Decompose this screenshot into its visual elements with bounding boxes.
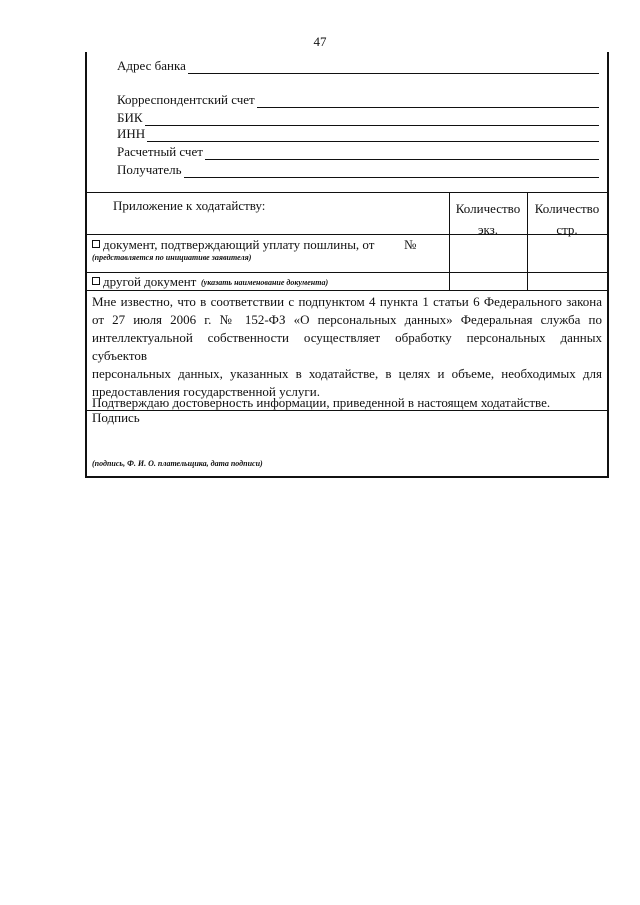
bik-label: БИК <box>117 110 143 125</box>
settlement-account-line <box>205 147 599 160</box>
pages-column-header: Количество стр. <box>534 201 600 237</box>
confirmation-text: Подтверждаю достоверность информации, приведенной в настоящем ходатайстве. <box>92 395 551 410</box>
bank-address-field[interactable] <box>117 58 599 74</box>
page-number: 47 <box>313 34 327 49</box>
correspondent-account-line <box>257 95 599 108</box>
bank-address-label: Адрес банка <box>117 58 186 73</box>
correspondent-account-label: Корреспондентский счет <box>117 92 255 107</box>
petition-form <box>85 52 609 478</box>
copies-column-header: Количество экз. <box>455 201 521 237</box>
attachment-item-fee-document[interactable]: документ, подтверждающий уплату пошлины, от <box>92 237 374 253</box>
recipient-field[interactable] <box>117 162 599 178</box>
checkbox[interactable] <box>92 277 100 285</box>
attachments-header: Приложение к ходатайству: <box>113 198 266 213</box>
signature-label: Подпись <box>92 410 140 425</box>
inn-field[interactable] <box>117 126 599 142</box>
inn-label: ИНН <box>117 126 146 141</box>
bik-line <box>145 113 599 126</box>
settlement-account-field[interactable] <box>117 144 599 160</box>
signature-divider <box>87 410 607 411</box>
signature-note: (подпись, Ф. И. О. плательщика, дата подписи) <box>92 459 263 468</box>
bank-address-line <box>188 61 599 74</box>
attachment-item-other-document[interactable]: другой документ <box>92 274 196 290</box>
table-row-divider <box>87 272 607 273</box>
number-sign: № <box>404 237 417 252</box>
attachment-note: (указать наименование документа) <box>201 278 329 287</box>
bik-field[interactable] <box>117 110 599 126</box>
table-bottom-line <box>87 290 607 291</box>
attachment-note: (представляется по инициативе заявителя) <box>92 253 252 262</box>
settlement-account-label: Расчетный счет <box>117 144 203 159</box>
correspondent-account-field[interactable] <box>117 92 599 108</box>
section-divider <box>87 192 607 193</box>
consent-paragraph: Мне известно, что в соответствии с подпунктом 4 пункта 1 статьи 6 Федерального закона от 27 июля 2006 г. № 152-ФЗ «О персональных данных» Федеральная служба по интеллектуальной собственности осуществляет обработку персональных данных субъектов персональных данных, указанных в ходатайстве, в целях и объеме, необходимых для предоставления государственной услуги. <box>92 294 602 399</box>
checkbox[interactable] <box>92 240 100 248</box>
table-row-divider <box>87 234 607 235</box>
inn-line <box>147 129 599 142</box>
recipient-line <box>184 165 599 178</box>
recipient-label: Получатель <box>117 162 182 177</box>
